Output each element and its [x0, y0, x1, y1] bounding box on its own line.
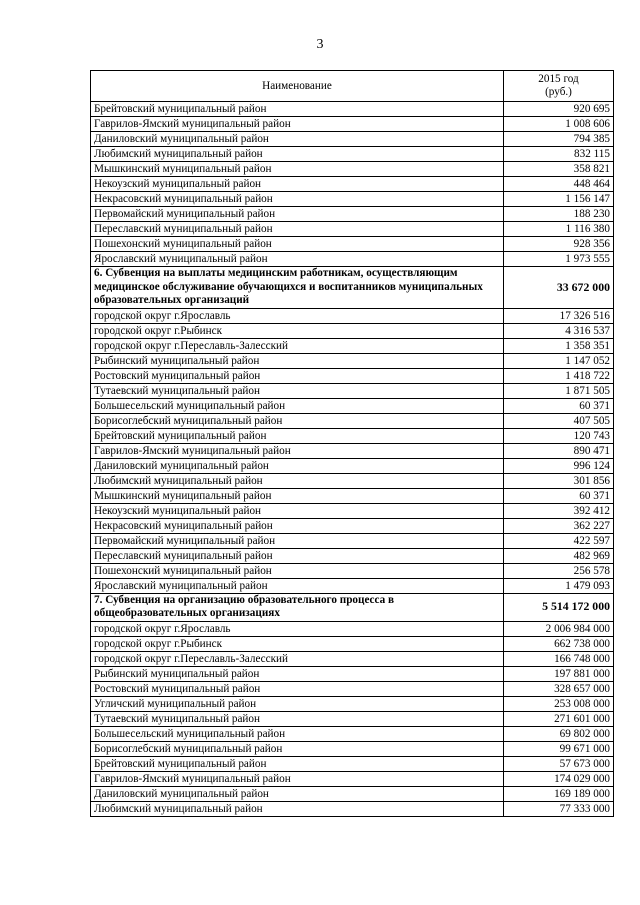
municipality-name: Некоузский муниципальный район [91, 177, 504, 192]
municipality-name: Любимский муниципальный район [91, 801, 504, 816]
table-row [91, 666, 614, 681]
column-header-unit: (руб.) [545, 86, 572, 98]
amount-value: 890 471 [504, 443, 614, 458]
municipality-name: городской округ г.Переславль-Залесский [91, 651, 504, 666]
amount-value: 1 147 052 [504, 353, 614, 368]
table-row [91, 636, 614, 651]
table-row [91, 503, 614, 518]
municipality-name: Тутаевский муниципальный район [91, 711, 504, 726]
amount-value: 1 418 722 [504, 368, 614, 383]
table-row [91, 237, 614, 252]
table-row [91, 578, 614, 593]
municipality-name: Некрасовский муниципальный район [91, 518, 504, 533]
column-header-name: Наименование [91, 71, 504, 102]
budget-table [90, 70, 614, 817]
amount-value: 69 802 000 [504, 726, 614, 741]
table-row [91, 458, 614, 473]
table-row [91, 651, 614, 666]
municipality-name: Рыбинский муниципальный район [91, 353, 504, 368]
amount-value: 1 871 505 [504, 383, 614, 398]
section-total-amount: 33 672 000 [504, 267, 614, 309]
table-row [91, 398, 614, 413]
municipality-name: городской округ г.Рыбинск [91, 636, 504, 651]
table-row [91, 162, 614, 177]
municipality-name: Мышкинский муниципальный район [91, 162, 504, 177]
amount-value: 448 464 [504, 177, 614, 192]
municipality-name: городской округ г.Ярославль [91, 621, 504, 636]
page-number: 3 [316, 37, 324, 52]
amount-value: 1 358 351 [504, 338, 614, 353]
municipality-name: городской округ г.Рыбинск [91, 323, 504, 338]
municipality-name: Некоузский муниципальный район [91, 503, 504, 518]
table-row [91, 353, 614, 368]
municipality-name: Большесельский муниципальный район [91, 398, 504, 413]
municipality-name: городской округ г.Ярославль [91, 308, 504, 323]
amount-value: 60 371 [504, 398, 614, 413]
table-row [91, 741, 614, 756]
table-row [91, 443, 614, 458]
municipality-name: Пошехонский муниципальный район [91, 563, 504, 578]
municipality-name: Большесельский муниципальный район [91, 726, 504, 741]
municipality-name: Угличский муниципальный район [91, 696, 504, 711]
table-row [91, 711, 614, 726]
table-row [91, 147, 614, 162]
amount-value: 1 973 555 [504, 252, 614, 267]
amount-value: 120 743 [504, 428, 614, 443]
table-row [91, 756, 614, 771]
municipality-name: Некрасовский муниципальный район [91, 192, 504, 207]
municipality-name: Брейтовский муниципальный район [91, 756, 504, 771]
amount-value: 2 006 984 000 [504, 621, 614, 636]
amount-value: 256 578 [504, 563, 614, 578]
amount-value: 392 412 [504, 503, 614, 518]
table-row [91, 488, 614, 503]
table-row [91, 192, 614, 207]
amount-value: 1 008 606 [504, 117, 614, 132]
municipality-name: Борисоглебский муниципальный район [91, 413, 504, 428]
table-row [91, 308, 614, 323]
amount-value: 358 821 [504, 162, 614, 177]
municipality-name: Первомайский муниципальный район [91, 533, 504, 548]
table-row [91, 222, 614, 237]
table-row [91, 323, 614, 338]
table-row [91, 207, 614, 222]
amount-value: 920 695 [504, 102, 614, 117]
table-row [91, 177, 614, 192]
table-row [91, 548, 614, 563]
table-row [91, 428, 614, 443]
municipality-name: Борисоглебский муниципальный район [91, 741, 504, 756]
amount-value: 17 326 516 [504, 308, 614, 323]
table-row [91, 473, 614, 488]
municipality-name: Ярославский муниципальный район [91, 252, 504, 267]
amount-value: 301 856 [504, 473, 614, 488]
municipality-name: Даниловский муниципальный район [91, 458, 504, 473]
section-title: 7. Субвенция на организацию образовательного процесса в общеобразовательных организациях [91, 593, 504, 621]
table-row [91, 518, 614, 533]
municipality-name: Тутаевский муниципальный район [91, 383, 504, 398]
column-header-year-label: 2015 год [538, 73, 579, 85]
municipality-name: Рыбинский муниципальный район [91, 666, 504, 681]
table-row [91, 368, 614, 383]
amount-value: 57 673 000 [504, 756, 614, 771]
amount-value: 188 230 [504, 207, 614, 222]
table-row [91, 102, 614, 117]
amount-value: 4 316 537 [504, 323, 614, 338]
amount-value: 662 738 000 [504, 636, 614, 651]
amount-value: 996 124 [504, 458, 614, 473]
municipality-name: Даниловский муниципальный район [91, 132, 504, 147]
municipality-name: городской округ г.Переславль-Залесский [91, 338, 504, 353]
municipality-name: Любимский муниципальный район [91, 147, 504, 162]
amount-value: 362 227 [504, 518, 614, 533]
amount-value: 1 156 147 [504, 192, 614, 207]
amount-value: 1 479 093 [504, 578, 614, 593]
table-row [91, 252, 614, 267]
municipality-name: Любимский муниципальный район [91, 473, 504, 488]
amount-value: 253 008 000 [504, 696, 614, 711]
municipality-name: Ростовский муниципальный район [91, 368, 504, 383]
municipality-name: Пошехонский муниципальный район [91, 237, 504, 252]
municipality-name: Даниловский муниципальный район [91, 786, 504, 801]
amount-value: 174 029 000 [504, 771, 614, 786]
table-row [91, 621, 614, 636]
table-row [91, 696, 614, 711]
municipality-name: Гаврилов-Ямский муниципальный район [91, 771, 504, 786]
municipality-name: Мышкинский муниципальный район [91, 488, 504, 503]
municipality-name: Гаврилов-Ямский муниципальный район [91, 117, 504, 132]
amount-value: 169 189 000 [504, 786, 614, 801]
table-row [91, 338, 614, 353]
table-row [91, 726, 614, 741]
table-row [91, 563, 614, 578]
municipality-name: Ярославский муниципальный район [91, 578, 504, 593]
amount-value: 166 748 000 [504, 651, 614, 666]
table-row [91, 533, 614, 548]
table-row [91, 801, 614, 816]
amount-value: 197 881 000 [504, 666, 614, 681]
amount-value: 407 505 [504, 413, 614, 428]
municipality-name: Брейтовский муниципальный район [91, 102, 504, 117]
table-row [91, 383, 614, 398]
amount-value: 1 116 380 [504, 222, 614, 237]
amount-value: 328 657 000 [504, 681, 614, 696]
municipality-name: Переславский муниципальный район [91, 548, 504, 563]
table-row [91, 771, 614, 786]
table-row [91, 132, 614, 147]
amount-value: 928 356 [504, 237, 614, 252]
amount-value: 77 333 000 [504, 801, 614, 816]
amount-value: 794 385 [504, 132, 614, 147]
table-row [91, 413, 614, 428]
section-total-amount: 5 514 172 000 [504, 593, 614, 621]
table-header-row [91, 71, 614, 102]
amount-value: 60 371 [504, 488, 614, 503]
table-row [91, 117, 614, 132]
amount-value: 482 969 [504, 548, 614, 563]
municipality-name: Брейтовский муниципальный район [91, 428, 504, 443]
table-row [91, 786, 614, 801]
municipality-name: Ростовский муниципальный район [91, 681, 504, 696]
municipality-name: Первомайский муниципальный район [91, 207, 504, 222]
amount-value: 422 597 [504, 533, 614, 548]
section-heading-row [91, 593, 614, 621]
amount-value: 99 671 000 [504, 741, 614, 756]
table-row [91, 681, 614, 696]
municipality-name: Гаврилов-Ямский муниципальный район [91, 443, 504, 458]
amount-value: 832 115 [504, 147, 614, 162]
section-title: 6. Субвенция на выплаты медицинским работникам, осуществляющим медицинское обслуживание обучающихся и воспитанников муниципальных образовательных организаций [91, 267, 504, 309]
section-heading-row [91, 267, 614, 309]
municipality-name: Переславский муниципальный район [91, 222, 504, 237]
amount-value: 271 601 000 [504, 711, 614, 726]
column-header-year [504, 71, 614, 102]
